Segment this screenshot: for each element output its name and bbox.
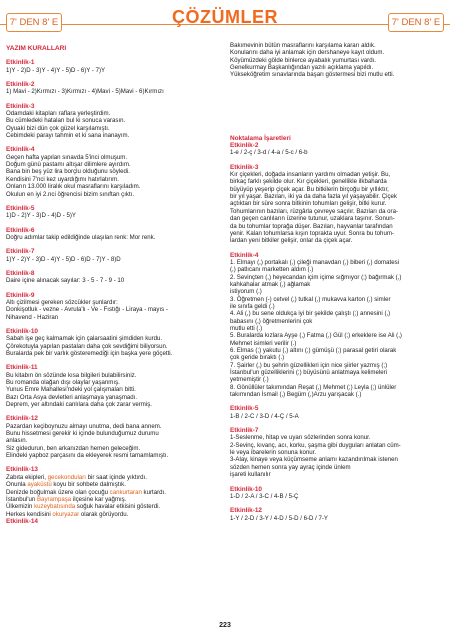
answer-line: 1)Y - 2)D - 3)Y - 4)Y - 5)D - 6)Y - 7)Y: [6, 66, 106, 74]
answer-line: Elindeki yapboz parçasını da ekleyerek resmi tamamlamıştı.: [6, 452, 169, 460]
answer-line: 3. Öğretmen (-) cetvel (,) tutkal (,) mukavva karton (,) simler: [230, 295, 391, 303]
answer-line: Altı çizilmesi gereken sözcükler şunlardır:: [6, 298, 118, 306]
answer-line: Donkişotluk - vezne - Avrula'lı - Ve - Fıstığı - Liraya - mayıs -: [6, 306, 168, 314]
answer-line: 2. Sevinçten (,) heyecandan içim içime sığmıyor (;) bağırmak (,): [230, 273, 402, 281]
answer-line: Siz gidedurun, ben arkanızdan hemen geleceğim.: [6, 444, 141, 452]
answer-line: Genelkurmay Başkanlığından yazılı açıklama yapıldı.: [230, 64, 374, 72]
right-activity-list: [230, 142, 444, 522]
answer-line: Konularını daha iyi anlamak için dershaneye kayıt oldum.: [230, 49, 385, 57]
answer-line: lardan yeni bitkiler gelişir, onlar da çiçek açar.: [230, 237, 353, 245]
answer-line: 1-Y / 2-D / 3-Y / 4-D / 5-D / 6-D / 7-Y: [230, 514, 328, 522]
answer-line: Yükseköğretim sınavlarında başarı göstermesi bizi mutlu etti.: [230, 71, 395, 79]
answer-line: 5. Buralarda kızlara Ayşe (,) Fatma (,) Gül (;) erkeklere ise Ali (,): [230, 332, 402, 340]
highlighted-word: kuzeybatısında: [34, 503, 76, 511]
answer-line: büyüyüp yeşerip çiçek açar. Bu bitkilerin birçoğu bir yıllıktır,: [230, 185, 389, 193]
answer-line: Sabah işe geç kalmamak için çalarsaatini şimdiden kurdu.: [6, 335, 163, 343]
answer-line: 1-e / 2-ç / 3-d / 4-a / 5-c / 6-b: [230, 149, 308, 157]
answer-line: Odamdaki kitapları raflara yerleştirdim.: [6, 110, 111, 118]
activity-title: Etkinlik-10: [230, 485, 262, 493]
answer-line: Mehmet isimleri verilir (.): [230, 339, 297, 347]
activity-title: Etkinlik-1: [6, 59, 35, 67]
answer-line: birkaç farklı şekilde olur. Kır çiçekleri, genellikle ilkbaharda: [230, 178, 387, 186]
answer-line: Tohumlarının bazıları, rüzgârla çevreye saçılır. Bazıları da ora-: [230, 207, 398, 215]
answer-line: Kendisini 7'nci kez uyardığımı hatırlatırım.: [6, 175, 119, 183]
right-column: [230, 42, 444, 522]
grade-badge-right: 7' DEN 8' E: [388, 13, 444, 32]
answer-line: 1-B / 2-C / 3-D / 4-Ç / 5-A: [230, 412, 299, 420]
continued-answers: [230, 42, 444, 79]
answer-line: 6. Elmas (;) yakutu (,) altını (;) gümüşü (;) parasal getiri olarak: [230, 347, 397, 354]
answer-line: 3-Alay, kinaye veya küçümseme anlamı kazandırılmak istenen: [230, 456, 398, 464]
answer-line: Ülkemizin kuzeybatısında soğuk havalar etkisini gösterdi.: [6, 503, 161, 511]
activity-title: Etkinlik-7: [230, 427, 259, 435]
activity-title: Etkinlik-3: [6, 102, 35, 110]
activity-title: Etkinlik-12: [230, 507, 262, 515]
activity-title: Etkinlik-5: [230, 405, 259, 413]
answer-line: Bu kitabın ön sözünde kısa bilgileri bulabilirsiniz.: [6, 371, 137, 379]
answer-line: takımından İsmail (,) Begüm (,)Arzu yarışacak (.): [230, 391, 362, 399]
answer-line: sözden hemen sonra yay ayraç içinde ünlem: [230, 463, 351, 471]
activity-title: Etkinlik-6: [6, 226, 35, 234]
activity-title: Etkinlik-9: [6, 291, 35, 299]
answer-line: işareti kullanılır: [230, 471, 271, 479]
activity-title: Etkinlik-2: [230, 142, 259, 150]
answer-line: 1)D - 2)Y - 3)D - 4)D - 5)Y: [6, 212, 76, 220]
answer-line: 1) Mavi - 2)Kırmızı - 3)Kırmızı - 4)Mavi - 5)Mavi - 6)Kırmızı: [6, 88, 164, 96]
answer-line: Oyuaki bizi dün çok güzel karşılamıştı.: [6, 124, 110, 132]
answer-line: Doğru adımlar takip edildiğinde ulaşılan renk: Mor renk.: [6, 233, 156, 241]
answer-line: istiyorum (.): [230, 288, 262, 296]
activity-title: Etkinlik-4: [6, 146, 35, 154]
answer-line: çok geride bıraktı (.): [230, 354, 285, 362]
answer-line: 1. Elmayı (,) portakalı (,) çileği manavdan (,) biberi (,) domatesi: [230, 258, 399, 266]
answer-line: Geçen hafta yapılan sınavda 5'inci olmuşum.: [6, 153, 128, 161]
activity-title: Etkinlik-3: [230, 163, 259, 171]
highlighted-word: gecekonduları: [47, 473, 86, 481]
answer-line: yenir. Kalan tohumlarsa kışın toprakta uyur. Sonra bu tohum-: [230, 229, 394, 237]
answer-line: Deprem, yer altındaki canlılara daha çok zarar vermiş.: [6, 401, 152, 409]
grade-badge-left: 7' DEN 8' E: [6, 13, 62, 32]
answer-line: Köyümüzdeki gölde binlerce ayabalık yumurtası vardı.: [230, 56, 376, 64]
activity-title: Etkinlik-11: [6, 364, 38, 372]
answer-line: 2-Sevinç, kıvanç, acı, korku, şaşma gibi duyguları anlatan cüm-: [230, 441, 401, 449]
activity-title: Etkinlik-14: [6, 517, 38, 525]
answer-line: yetmemiştir (.): [230, 376, 269, 384]
answer-line: Buralarda pek bir varlık gösteremediği için başka yere göçetti.: [6, 350, 173, 357]
answer-line: Zabıta ekipleri, gecekonduları bir saat içinde yıktırdı.: [6, 473, 147, 481]
answer-line: Pazardan keçiboynuzu almayı unutma, dedi bana annem.: [6, 422, 162, 430]
answer-line: Denizde boğulmak üzere olan çocuğu cankurtaran kurtardı.: [6, 488, 166, 496]
activity-title: Etkinlik-4: [230, 251, 259, 259]
left-activity-list: [6, 59, 220, 473]
page-header: [0, 0, 450, 36]
answer-line: Onların 13.000 liralık okul masraflarını karşıladım.: [6, 183, 141, 191]
answer-line: kahkahalar atmak (,) ağlamak: [230, 280, 311, 288]
answer-line: İstanbul'un güzelliklerini (;) büyüsünü anlatmaya kelimeleri: [230, 369, 387, 377]
answer-line: 1-D / 2-A / 3-C / 4-B / 5-Ç: [230, 492, 299, 500]
activity-title: Etkinlik-8: [6, 269, 35, 277]
left-column: [6, 42, 220, 525]
answer-line: mutlu etti (.): [230, 324, 263, 332]
answer-line: Bazı Orta Asya devletleri anlaşmaya yanaşmadı.: [6, 393, 138, 401]
answer-line: Yunus Emre Mahallesi'ndeki yol çalışmaları bitti.: [6, 386, 136, 394]
answer-line: da bu tohumlar toprağa düşer. Bazıları, hayvanlar tarafından: [230, 222, 393, 230]
answer-line: le veya ibarelerin sonuna konur.: [230, 449, 317, 457]
answer-line: Doğum günü pastamı altışar dilimlere ayırdım.: [6, 161, 131, 169]
answer-line: (,) patlıcanı marketten aldım (.): [230, 266, 314, 274]
answer-line: 7. Şairler (,) bu şehrin güzellikleri için nice şiirler yazmış (;): [230, 361, 388, 369]
answer-line: Daire içine alınacak sayılar: 3 - 5 - 7 - 9 - 10: [6, 277, 125, 285]
answer-line: 1)Y - 2)Y - 3)D - 4)Y - 5)D - 6)D - 7)Y - 8)D: [6, 255, 121, 263]
answer-line: Bakımevinin bütün masraflarını karşılama kararı aldık.: [230, 42, 376, 49]
etkinlik-13-answers: [6, 474, 220, 525]
answer-line: Bunu hissetmesi gerekir ki içinde bulunduğumuz durumu: [6, 430, 159, 438]
highlighted-word: Bayrampaşa: [36, 495, 72, 503]
answer-line: İstanbul'un Bayrampaşa ilçesine kar yağmış.: [6, 495, 127, 503]
answer-line: Cebimdeki parayı tahmin et ki sana inanayım.: [6, 132, 130, 140]
answer-line: Kır çiçekleri, doğada insanların yardımı olmadan yetişir. Bu,: [230, 171, 391, 179]
page-number: 223: [219, 622, 231, 629]
answer-line: Bana bin beş yüz lira borçlu olduğunu söyledi.: [6, 168, 130, 176]
activity-title: Etkinlik-7: [6, 248, 35, 256]
answer-line: anlasın.: [6, 437, 28, 445]
section-title-noktalama: Noktalama İşaretleri: [230, 134, 291, 142]
activity-title: Etkinlik-12: [6, 415, 38, 423]
answer-line: Bu cümledeki hataları bul ki sonuca varasın.: [6, 117, 126, 125]
answer-line: açtıktan bir süre sonra bitkinin tohumları gelişir, bitki kurur.: [230, 200, 387, 208]
activity-title: Etkinlik-13: [6, 466, 38, 474]
answer-line: Bu romanda olağan dışı olaylar yaşanmış.: [6, 379, 120, 387]
highlighted-word: cankurtaran: [109, 488, 142, 496]
answer-line: 8. Gönüllüler takımından Reşat (,) Mehmet (;) Leyla (;) ünlüler: [230, 383, 397, 391]
answer-line: bir yıl yaşar. Bazıları, iki ya da daha fazla yıl yaşayabilir. Çiçek: [230, 193, 397, 201]
answer-line: 4. Ali (,) bu sene oldukça iyi bir şekilde çalıştı (;) annesini (,): [230, 310, 391, 318]
highlighted-word: ayaküstü: [27, 481, 52, 489]
answer-line: Nihavend - Haziran: [6, 313, 59, 321]
answer-line: Herkes kendisini okuryazar olarak görüyordu.: [6, 510, 129, 518]
activity-title: Etkinlik-2: [6, 81, 35, 89]
answer-line: dan geçen canlıların üzerine tutunur, uzaklara taşınır. Sonun-: [230, 215, 395, 223]
answer-line: Çörekotuyla yapılan pastaları daha çok sevdiğimi biliyorsun.: [6, 342, 168, 350]
answer-line: 1-Seslenme, hitap ve uyarı sözlerinden sonra konur.: [230, 434, 371, 442]
answer-line: babasını (,) öğretmenlerini çok: [230, 317, 313, 325]
section-title-yazim: YAZIM KURALLARI: [6, 45, 67, 52]
activity-title: Etkinlik-5: [6, 204, 35, 212]
page-title: ÇÖZÜMLER: [172, 7, 278, 27]
activity-title: Etkinlik-10: [6, 327, 38, 335]
answer-line: ile sınıfa geldi (.): [230, 302, 275, 310]
answer-line: Onunla ayaküstü koyu bir sohbete dalmıştık.: [6, 481, 126, 489]
answer-line: Okulun en iyi 2.nci öğrencisi bizim sınıftan çıktı.: [6, 190, 135, 198]
highlighted-word: okuryazar: [52, 510, 80, 518]
